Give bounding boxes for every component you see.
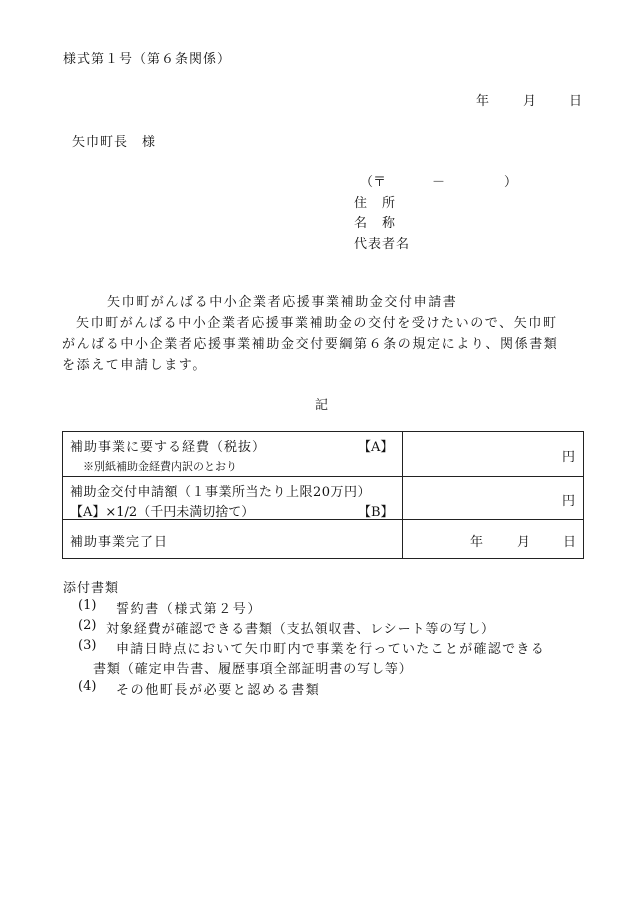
- tag-a: 【A】: [358, 440, 394, 455]
- completion-year-label: 年: [470, 535, 484, 550]
- expense-label-cell: [63, 432, 403, 477]
- completion-label-cell: [63, 520, 403, 559]
- addressee: 矢巾町長 様: [72, 135, 157, 150]
- postal-open: （〒: [360, 175, 387, 190]
- completion-date-cell[interactable]: [403, 520, 584, 559]
- expense-value-cell[interactable]: [403, 432, 584, 477]
- subsidy-label: 補助金交付申請額（１事業所当たり上限20万円）: [70, 485, 372, 500]
- expense-label: 補助事業に要する経費（税抜）: [70, 440, 267, 455]
- table-row-expense: [63, 432, 584, 477]
- body-line-1: 矢巾町がんばる中小企業者応援事業補助金の交付を受けたいので、矢巾町: [76, 316, 558, 331]
- tag-b: 【B】: [358, 505, 394, 520]
- expense-unit: 円: [561, 450, 575, 465]
- name-label: 名 称: [354, 216, 397, 231]
- attachment-text-1: 誓約書（様式第２号）: [116, 602, 263, 617]
- subsidy-value-cell[interactable]: [403, 477, 584, 520]
- attachments-heading: 添付書類: [63, 581, 120, 596]
- attachment-num-3: (3): [78, 638, 97, 653]
- attachment-num-2: (2): [78, 618, 97, 633]
- ki-label: 記: [315, 398, 329, 413]
- date-year-label: 年: [476, 94, 490, 109]
- postal-dash: －: [432, 175, 446, 190]
- subsidy-label-cell: [63, 477, 403, 520]
- address-label: 住 所: [354, 196, 397, 211]
- date-day-label: 日: [569, 94, 583, 109]
- expense-note: ※別紙補助金経費内訳のとおり: [83, 460, 237, 473]
- body-line-2: がんばる中小企業者応援事業補助金交付要綱第６条の規定により、関係書類: [62, 337, 559, 352]
- date-month-label: 月: [523, 94, 537, 109]
- attachment-text-3-cont: 書類（確定申告書、履歴事項全部証明書の写し等）: [93, 662, 413, 677]
- attachment-text-4: その他町長が必要と認める書類: [116, 683, 321, 698]
- attachment-text-3: 申請日時点において矢巾町内で事業を行っていたことが確認できる: [116, 642, 546, 657]
- expense-table: [62, 431, 584, 559]
- completion-month-label: 月: [517, 535, 531, 550]
- attachment-num-1: (1): [78, 598, 97, 613]
- representative-label: 代表者名: [354, 237, 411, 252]
- table-row-completion: [63, 520, 584, 559]
- document-title: 矢巾町がんばる中小企業者応援事業補助金交付申請書: [107, 295, 458, 310]
- completion-day-label: 日: [563, 535, 577, 550]
- body-line-3: を添えて申請します。: [62, 358, 207, 373]
- attachment-text-2: 対象経費が確認できる書類（支払領収書、レシート等の写し）: [106, 622, 495, 637]
- completion-label: 補助事業完了日: [70, 535, 169, 550]
- form-number: 様式第１号（第６条関係）: [63, 52, 232, 67]
- postal-close: ）: [504, 175, 518, 190]
- subsidy-unit: 円: [561, 494, 575, 509]
- table-row-subsidy: [63, 477, 584, 520]
- subsidy-formula: 【A】×1/2（千円未満切捨て）: [70, 505, 255, 520]
- attachment-num-4: (4): [78, 679, 97, 694]
